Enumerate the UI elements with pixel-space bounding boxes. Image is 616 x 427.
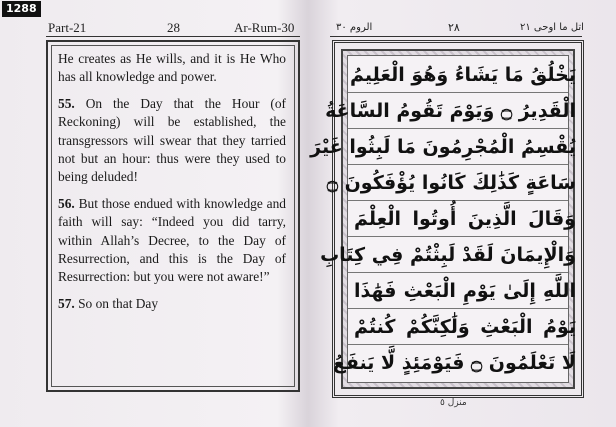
translation-text (58, 50, 286, 321)
arabic-page-number: ٢٨ (448, 21, 460, 34)
verse-text: On the Day that the Hour (of Reckoning) will be established, the transgressors will swear that they tarried not but an hour: thus were they used to being deluded! (58, 95, 286, 185)
verse-text: He creates as He wills, and it is He Who has all knowledge and power. (58, 51, 286, 85)
header-rule (46, 36, 300, 37)
surah-label: Ar-Rum-30 (234, 20, 295, 35)
arabic-line: يَوْمُ الْبَعْثِ وَلَٰكِنَّكُمْ كُنتُمْ (354, 316, 576, 338)
arabic-text-panel (310, 55, 576, 383)
page-tag: 1288 (2, 1, 41, 17)
arabic-line: لَا تَعْلَمُونَ ۝ فَيَوْمَئِذٍ لَّا يَنفَعُ (332, 352, 576, 374)
manzil-mark: منزل ٥ (440, 398, 467, 408)
verse-paragraph (58, 50, 286, 87)
verse-paragraph (58, 295, 286, 313)
arabic-part-label: اتل ما اوحى ٢١ (520, 22, 584, 33)
arabic-surah-label: الروم ٣٠ (336, 22, 373, 33)
verse-number: 57. (58, 295, 75, 311)
arabic-line: وَالْإِيمَانَ لَقَدْ لَبِثْتُمْ فِي كِتَابِ (320, 244, 576, 266)
arabic-line: الْقَدِيرُ ۝ وَيَوْمَ تَقُومُ السَّاعَةُ (325, 100, 576, 122)
verse-number: 55. (58, 95, 75, 111)
arabic-line: وَقَالَ الَّذِينَ أُوتُوا الْعِلْمَ (354, 208, 576, 230)
verse-paragraph (58, 195, 286, 287)
arabic-line: يُقْسِمُ الْمُجْرِمُونَ مَا لَبِثُوا غَيْرَ (310, 136, 576, 158)
arabic-line: اللَّهِ إِلَىٰ يَوْمِ الْبَعْثِ فَهَٰذَا (354, 280, 576, 302)
arabic-line: يَخْلُقُ مَا يَشَاءُ وَهُوَ الْعَلِيمُ (349, 64, 576, 86)
verse-text: But those endued with knowledge and faith will say: “Indeed you did tarry, within Allah’s Decree, to the Day of Resurrection, and this is the Day of Resurrection: but you were not aware!” (58, 195, 286, 285)
verse-text: So on that Day (78, 295, 159, 311)
part-label: Part-21 (48, 20, 87, 35)
verse-paragraph (58, 95, 286, 187)
header-rule (330, 36, 582, 37)
right-page-frame (310, 40, 584, 398)
verse-number: 56. (58, 195, 75, 211)
page-number: 28 (167, 20, 180, 35)
arabic-line: سَاعَةٍ كَذَٰلِكَ كَانُوا يُؤْفَكُونَ ۝ (326, 172, 576, 194)
